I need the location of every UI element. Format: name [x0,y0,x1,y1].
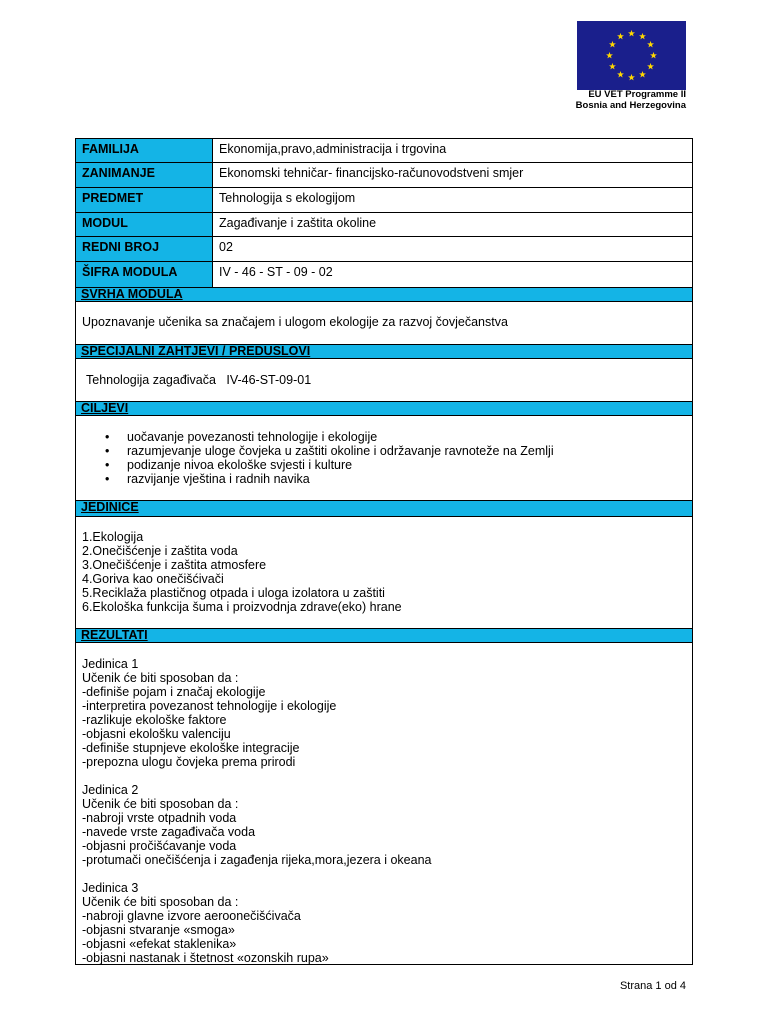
list-item: -definiše pojam i značaj ekologije [82,685,266,699]
section-title-svrha: SVRHA MODULA [81,287,183,301]
value-familija: Ekonomija,pravo,administracija i trgovina [219,142,447,156]
list-item: -prepozna ulogu čovjeka prema prirodi [82,755,296,769]
row-sifra-modula [76,262,692,287]
list-item: -interpretira povezanost tehnologije i ekologije [82,699,337,713]
star-icon [628,74,635,81]
list-item: 4.Goriva kao onečišćivači [82,572,224,586]
list-item: -objasni stvaranje «smoga» [82,923,235,937]
section-body-ciljevi [76,430,692,486]
unit-1-title: Jedinica 1 [82,657,139,671]
star-icon [639,71,646,78]
value-sifra-modula: IV - 46 - ST - 09 - 02 [219,265,333,279]
svrha-text: Upoznavanje učenika sa značajem i ulogom ekologije za razvoj čovječanstva [82,315,508,329]
eu-stars-icon [577,21,686,90]
label-redni-broj: REDNI BROJ [76,237,213,261]
unit-3-title: Jedinica 3 [82,881,139,895]
list-item: 6.Ekološka funkcija šuma i proizvodnja zdrave(eko) hrane [82,600,402,614]
unit-2-intro: Učenik će biti sposoban da : [82,797,239,811]
zahtjevi-text: Tehnologija zagađivača IV-46-ST-09-01 [86,373,312,387]
section-body-svrha [76,315,698,329]
eu-program-caption [540,89,686,111]
value-predmet: Tehnologija s ekologijom [219,191,356,205]
section-header-ciljevi [76,401,692,416]
program-line-1: EU VET Programme II [588,89,686,100]
list-item: -objasni «efekat staklenika» [82,937,237,951]
list-item: • razumjevanje uloge čovjeka u zaštiti okoline i održavanje ravnoteže na Zemlji [76,444,692,458]
section-header-rezultati [76,628,692,643]
section-header-zahtjevi [76,344,692,359]
row-modul [76,213,692,237]
list-item: -protumači onečišćenja i zagađenja rijeka,mora,jezera i okeana [82,853,432,867]
unit-2-title: Jedinica 2 [82,783,139,797]
section-header-svrha [76,287,692,302]
list-item: -razlikuje ekološke faktore [82,713,227,727]
list-item: -nabroji vrste otpadnih voda [82,811,237,825]
list-item: 2.Onečišćenje i zaštita voda [82,544,238,558]
section-body-zahtjevi [76,373,702,387]
list-item: -definiše stupnjeve ekološke integracije [82,741,300,755]
list-item: -nabroji glavne izvore aeroonečišćivača [82,909,301,923]
list-item: • uočavanje povezanosti tehnologije i ekologije [76,430,692,444]
eu-flag-logo [577,21,686,90]
page-number: Strana 1 od 4 [619,980,686,992]
section-title-jedinice: JEDINICE [81,500,139,514]
label-zanimanje: ZANIMANJE [76,163,213,187]
list-item: • razvijanje vještina i radnih navika [76,472,692,486]
section-title-zahtjevi: SPECIJALNI ZAHTJEVI / PREDUSLOVI [81,344,311,358]
list-item: -objasni ekološku valenciju [82,727,231,741]
list-item: 1.Ekologija [82,530,144,544]
section-body-jedinice [76,530,698,614]
value-modul: Zagađivanje i zaštita okoline [219,216,377,230]
list-item: -objasni pročišćavanje voda [82,839,237,853]
list-item: -objasni nastanak i štetnost «ozonskih rupa» [82,951,329,965]
star-icon [650,52,657,59]
list-item: 5.Reciklaža plastičnog otpada i uloga izolatora u zaštiti [82,586,385,600]
star-icon [609,63,616,70]
star-icon [617,33,624,40]
label-modul: MODUL [76,213,213,236]
list-item: -navede vrste zagađivača voda [82,825,256,839]
label-familija: FAMILIJA [76,139,213,162]
row-zanimanje [76,163,692,188]
star-icon [647,41,654,48]
star-icon [628,30,635,37]
value-zanimanje: Ekonomski tehničar- financijsko-računovodstveni smjer [219,166,524,180]
goals-list [76,430,692,486]
program-line-2: Bosnia and Herzegovina [575,100,686,111]
star-icon [647,63,654,70]
row-predmet [76,188,692,213]
star-icon [606,52,613,59]
star-icon [617,71,624,78]
list-item: 3.Onečišćenje i zaštita atmosfere [82,558,267,572]
label-predmet: PREDMET [76,188,213,212]
star-icon [609,41,616,48]
label-sifra-modula: ŠIFRA MODULA [76,262,213,287]
section-body-rezultati [76,657,698,965]
section-header-jedinice [76,500,692,517]
unit-1-intro: Učenik će biti sposoban da : [82,671,239,685]
list-item: • podizanje nivoa ekološke svjesti i kulture [76,458,692,472]
section-title-rezultati: REZULTATI [81,628,148,642]
row-redni-broj [76,237,692,262]
row-familija [76,139,692,163]
section-title-ciljevi: CILJEVI [81,401,129,415]
unit-3-intro: Učenik će biti sposoban da : [82,895,239,909]
star-icon [639,33,646,40]
value-redni-broj: 02 [219,240,233,254]
module-table [75,138,693,965]
